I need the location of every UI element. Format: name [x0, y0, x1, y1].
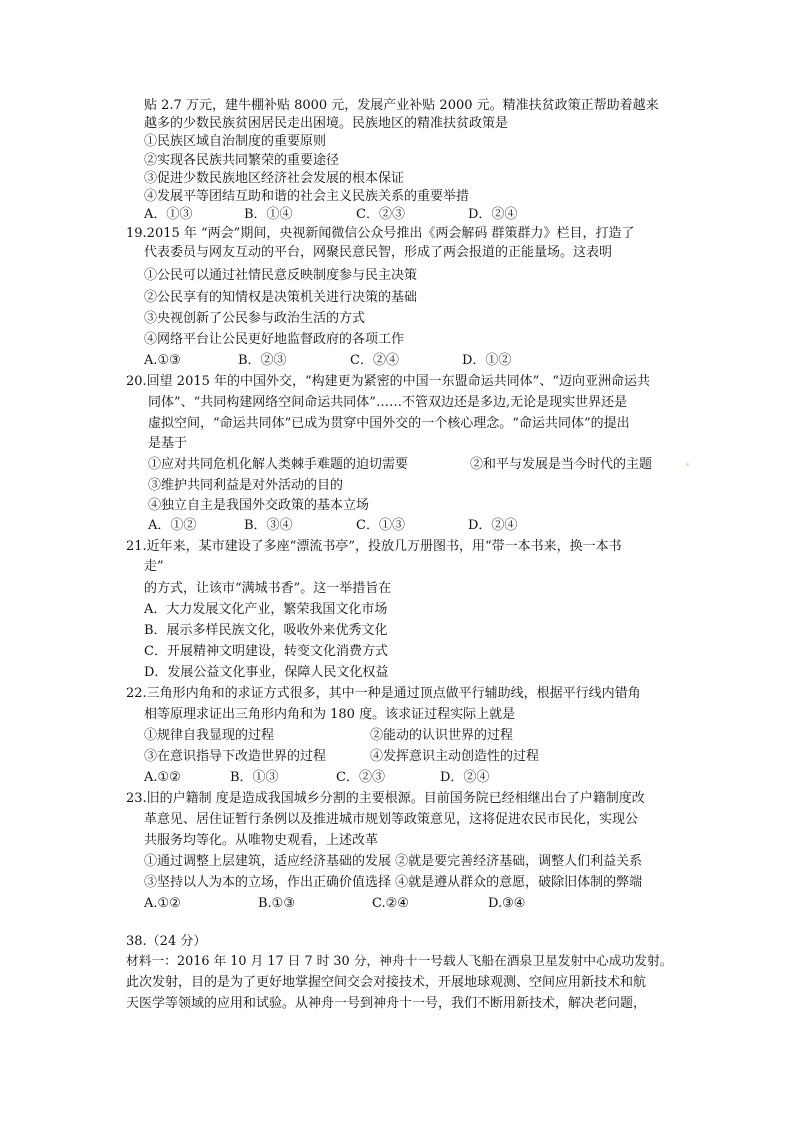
q22-item2: ②能动的认识世界的过程 — [370, 728, 514, 743]
q21-option-c: C．开展精神文明建设，转变文化消费方式 — [144, 644, 388, 659]
scan-speck — [686, 463, 689, 466]
q20-line1: 20.回望 2015 年的中国外交，“构建更为紧密的中国一东盟命运共同体”、“迈向亚洲命运共 — [126, 374, 650, 389]
q22-option-c: C．②③ — [336, 770, 385, 785]
q22-line1: 22.三角形内角和的求证方式很多，其中一种是通过顶点做平行辅助线，根据平行线内错角 — [126, 686, 641, 701]
q21-option-a: A．大力发展文化产业，繁荣我国文化市场 — [144, 602, 388, 617]
q23-line2: 革意见、居住证暂行条例以及推进城市规划等政策意见，这将促进农民市民化，实现公 — [144, 812, 639, 827]
q23-line5: ③坚持以人为本的立场，作出正确价值选择 ④就是遵从群众的意愿，破除旧体制的弊端 — [144, 875, 643, 890]
q23-line1: 23.旧的户籍制 度是造成我国城乡分割的主要根源。目前国务院已经相继出台了户籍制度改 — [126, 791, 645, 806]
q18-option-b: B．①④ — [244, 207, 293, 222]
q18-line1: 贴 2.7 万元，建牛棚补贴 8000 元，发展产业补贴 2000 元。精准扶贫政策正帮助着越来 — [144, 98, 659, 113]
q19-item2: ②公民享有的知情权是决策机关进行决策的基础 — [144, 290, 418, 305]
q19-option-d: D．①② — [462, 353, 512, 368]
q20-item2: ②和平与发展是当今时代的主题 — [470, 457, 653, 472]
q19-item4: ④网络平台让公民更好地监督政府的各项工作 — [144, 332, 405, 347]
q21-option-d: D．发展公益文化事业，保障人民文化权益 — [144, 665, 389, 680]
q19-item1: ①公民可以通过社情民意反映制度参与民主决策 — [144, 268, 418, 283]
q23-option-c: C.②④ — [372, 896, 409, 911]
q21-option-b: B．展示多样民族文化，吸收外来优秀文化 — [144, 623, 388, 638]
q38-heading: 38.（24 分） — [126, 934, 207, 949]
q20-line3: 虚拟空间，“命运共同体”已成为贯穿中国外交的一个核心理念。“命运共同体”的提出 — [148, 416, 630, 431]
q18-item4: ④发展平等团结互助和谐的社会主义民族关系的重要举措 — [144, 189, 470, 204]
q18-option-c: C．②③ — [356, 207, 405, 222]
q23-option-b: B.①③ — [258, 896, 295, 911]
q19-option-b: B．②③ — [238, 353, 287, 368]
q20-option-d: D．②④ — [468, 518, 518, 533]
q22-item4: ④发挥意识主动创造性的过程 — [370, 749, 540, 764]
q38-line3: 天医学等领域的应用和试验。从神舟一号到神舟十一号，我们不断用新技术，解决老问题， — [126, 996, 647, 1011]
q21-line3: 的方式，让该市“满城书香”。这一举措旨在 — [144, 581, 392, 596]
q18-line2: 越多的少数民族贫困居民走出困境。民族地区的精准扶贫政策是 — [144, 116, 509, 131]
q22-line2: 相等原理求证出三角形内角和为 180 度。该求证过程实际上就是 — [144, 707, 516, 722]
q20-option-a: A．①② — [148, 518, 197, 533]
q22-item1: ①规律自我显现的过程 — [144, 728, 275, 743]
q21-line1: 21.近年来，某市建设了多座“漂流书亭”，投放几万册图书，用“带一本书来，换一本书 — [126, 539, 622, 554]
q22-option-a: A.①② — [144, 770, 181, 785]
q18-option-d: D．②④ — [468, 207, 518, 222]
q20-line2: 同体”、“共同构建网络空间命运共同体”……不管双边还是多边,无论是现实世界还是 — [148, 395, 628, 410]
q38-line1: 材料一：2016 年 10 月 17 日 7 时 30 分，神舟十一号载人飞船在酒泉卫星发射中心成功发射。 — [126, 954, 673, 969]
q19-option-a: A.①③ — [144, 353, 181, 368]
q20-item4: ④独立自主是我国外交政策的基本立场 — [148, 498, 370, 513]
q20-item3: ③维护共同利益是对外活动的目的 — [148, 478, 344, 493]
q22-option-b: B．①③ — [230, 770, 279, 785]
q20-option-c: C．①③ — [356, 518, 405, 533]
q20-item1: ①应对共同危机化解人类棘手难题的迫切需要 — [148, 457, 409, 472]
q23-line3: 共服务均等化。从唯物史观看，上述改革 — [144, 833, 379, 848]
q19-item3: ③央视创新了公民参与政治生活的方式 — [144, 311, 366, 326]
q20-option-b: B．③④ — [244, 518, 293, 533]
q22-option-d: D．②④ — [440, 770, 490, 785]
q21-line2: 走” — [144, 559, 164, 574]
q23-option-a: A.①② — [144, 896, 181, 911]
q22-item3: ③在意识指导下改造世界的过程 — [144, 749, 327, 764]
q20-line4: 是基于 — [148, 436, 188, 451]
q18-option-a: A．①③ — [144, 207, 193, 222]
q19-line2: 代表委员与网友互动的平台，网聚民意民智，形成了两会报道的正能量场。这表明 — [144, 245, 613, 260]
q19-option-c: C．②④ — [350, 353, 399, 368]
q18-item1: ①民族区域自治制度的重要原则 — [144, 134, 327, 149]
q23-line4: ①通过调整上层建筑，适应经济基础的发展 ②就是要完善经济基础，调整人们利益关系 — [144, 854, 643, 869]
q18-item3: ③促进少数民族地区经济社会发展的根本保证 — [144, 171, 405, 186]
q18-item2: ②实现各民族共同繁荣的重要途径 — [144, 153, 340, 168]
q19-line1: 19.2015 年 “两会”期间，央视新闻微信公众号推出《两会解码 群策群力》栏目，打造了 — [126, 226, 635, 241]
q38-line2: 此次发射，目的是为了更好地掌握空间交会对接技术，开展地球观测、空间应用新技术和航 — [126, 975, 647, 990]
q23-option-d: D.③④ — [488, 896, 526, 911]
